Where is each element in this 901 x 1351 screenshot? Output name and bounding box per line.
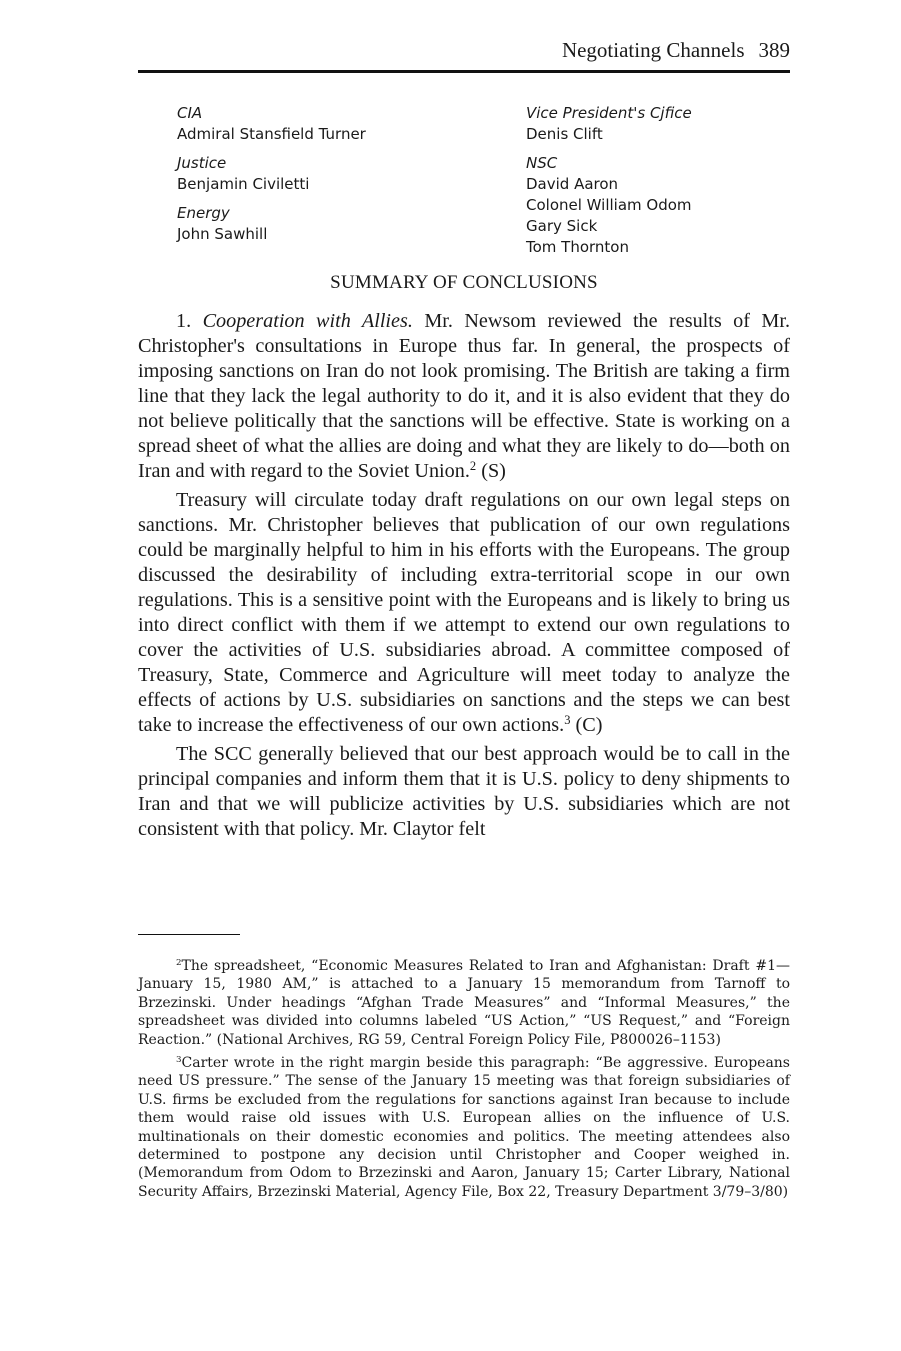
attendee-name: Colonel William Odom xyxy=(526,196,692,214)
paragraph-text: The SCC generally believed that our best approach would be to call in the principal companies and inform them that it is U.S. policy to deny shipments to Iran and that we will publicize activities by U.S. subsidiaries which are not consistent with that policy. Mr. Claytor felt xyxy=(138,743,790,840)
attendee-name: Tom Thornton xyxy=(526,238,629,256)
paragraph-topic: Cooperation with Allies. xyxy=(202,310,413,332)
paragraph-2 xyxy=(138,488,790,738)
footnote xyxy=(138,957,790,1049)
footnote-number: 3 xyxy=(176,1055,182,1066)
agency-label: Justice xyxy=(177,154,227,172)
attendee-name: David Aaron xyxy=(526,175,619,193)
agency-label: Vice President's Cjfice xyxy=(526,104,692,122)
classification-marking: (C) xyxy=(575,714,603,736)
body-text xyxy=(138,309,790,846)
footnote-rule xyxy=(138,934,240,935)
attendees-left-column xyxy=(177,103,366,253)
classification-marking: (S) xyxy=(481,460,506,482)
attendee-group xyxy=(177,153,366,195)
running-header xyxy=(138,36,790,73)
footnote-text: The spreadsheet, “Economic Measures Related to Iran and Afghanistan: Draft #1—January 15, 1980 AM,” is attached to a January 15 memorandum from Tarnoff to Brzezinski. Under headings “Afghan Trade Measures” and “Informal Measures,” the spreadsheet was divided into columns labeled “US Action,” “US Request,” and “Foreign Reaction.” (National Archives, RG 59, Central Foreign Policy File, P800026–1153) xyxy=(138,958,790,1048)
attendee-name: Gary Sick xyxy=(526,217,598,235)
paragraph-text: Mr. Newsom reviewed the results of Mr. Christopher's consultations in Europe thus far. In general, the prospects of imposing sanctions on Iran do not look promising. The British are taking a firm line that they lack the legal authority to do it, and it is also evident that they do not believe politically that the sanctions will be effective. State is working on a spread sheet of what the allies are doing and what they are likely to do—both on Iran and with regard to the Soviet Union. xyxy=(138,310,790,482)
header-text xyxy=(562,38,790,63)
attendees-right-column xyxy=(526,103,692,266)
paragraph-1 xyxy=(138,309,790,484)
attendee-name: Admiral Stansfield Turner xyxy=(177,125,366,143)
footnote-ref[interactable]: 3 xyxy=(564,713,571,728)
attendee-name: John Sawhill xyxy=(177,225,268,243)
attendee-group xyxy=(177,103,366,145)
paragraph-number: 1. xyxy=(176,310,192,332)
page-number: 389 xyxy=(758,38,790,62)
footnote-ref[interactable]: 2 xyxy=(469,459,477,474)
attendee-name: Denis Clift xyxy=(526,125,603,143)
footnote-text: Carter wrote in the right margin beside this paragraph: “Be aggressive. Europeans need US pressure.” The sense of the January 15 meeting was that foreign subsidiaries of U.S. firms be excluded from the regulations for sanctions against Iran because to include them would raise old issues with U.S. European allies on the influence of U.S. multinationals on their domestic economies and politics. The meeting attendees also determined to postpone any decision until Christopher and Cooper weighed in. (Memorandum from Odom to Brzezinski and Aaron, January 15; Carter Library, National Security Affairs, Brzezinski Material, Agency File, Box 22, Treasury Department 3/79–3/80) xyxy=(138,1055,790,1200)
paragraph-3 xyxy=(138,742,790,842)
agency-label: Energy xyxy=(177,204,230,222)
paragraph-text: Treasury will circulate today draft regulations on our own legal steps on sanctions. Mr. Christopher believes that publication of our own regulations could be marginally helpful to him in his efforts with the Europeans. The group discussed the desirability of including extra-territorial scope in our own regulations. This is a sensitive point with the Europeans and is likely to bring us into direct conflict with them if we attempt to extend our own regulations to cover the activities of U.S. subsidiaries abroad. A committee composed of Treasury, State, Commerce and Agriculture will meet today to analyze the effects of actions by U.S. subsidiaries on sanctions and the steps we can best take to increase the effectiveness of our own actions. xyxy=(138,489,790,736)
attendee-group xyxy=(526,103,692,145)
attendee-group xyxy=(177,203,366,245)
footnote xyxy=(138,1054,790,1201)
footnote-number: 2 xyxy=(176,958,182,969)
footnotes xyxy=(138,957,790,1206)
attendee-name: Benjamin Civiletti xyxy=(177,175,310,193)
agency-label: CIA xyxy=(177,104,203,122)
section-heading: SUMMARY OF CONCLUSIONS xyxy=(330,272,598,293)
agency-label: NSC xyxy=(526,154,558,172)
header-title: Negotiating Channels xyxy=(561,38,745,62)
attendee-group xyxy=(526,153,692,258)
